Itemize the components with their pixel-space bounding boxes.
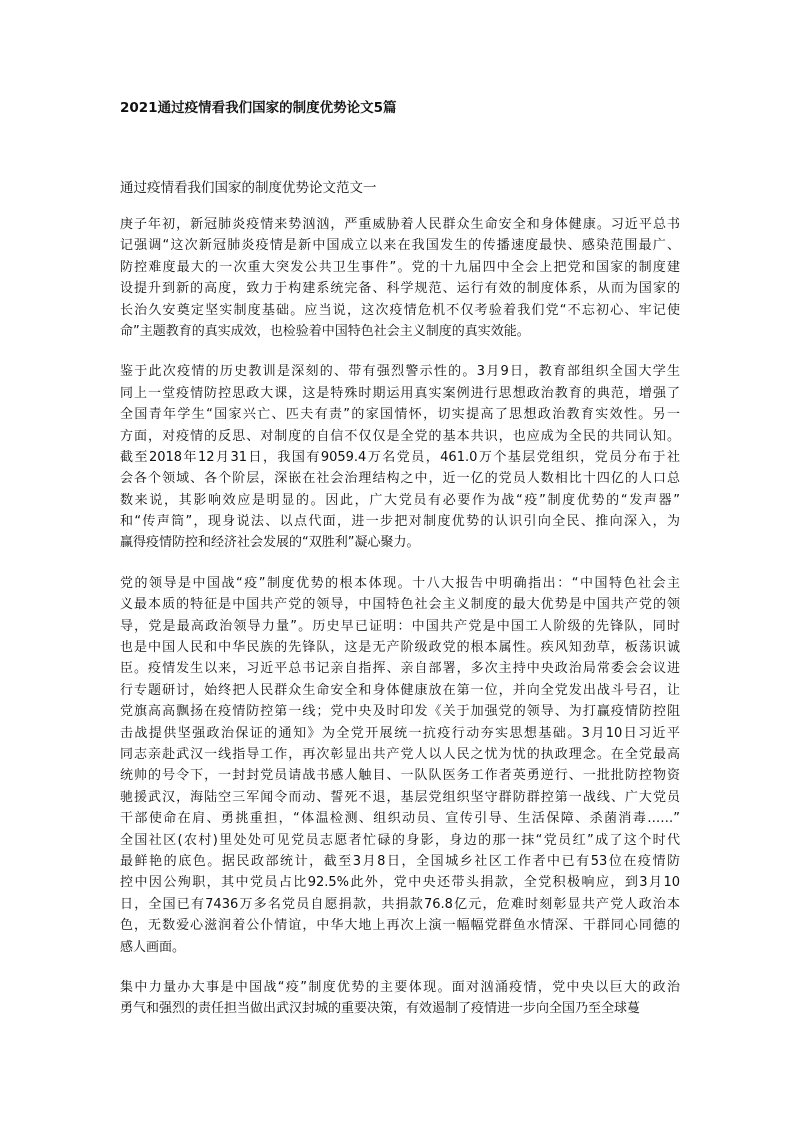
paragraph-line: 色，无数爱心滋润着公仆情谊，中华大地上再次上演一幅幅党群鱼水情深、干群同心同德的 (120, 918, 680, 934)
paragraph-line: 全国社区(农村)里处处可见党员志愿者忙碌的身影，身边的那一抹“党员红”成了这个时代 (120, 832, 680, 848)
paragraph-line: 党的领导是中国战“疫”制度优势的根本体现。十八大报告中明确指出：“中国特色社会主 (120, 575, 680, 591)
paragraph-line: 数来说，其影响效应是明显的。因此，广大党员有必要作为战“疫”制度优势的“发声器” (120, 492, 680, 508)
paragraph-line: 干部使命在肩、勇挑重担，“体温检测、组织动员、宣传引导、生活保障、杀菌消毒……” (120, 811, 680, 827)
paragraph-line: 控中因公殉职，其中党员占比92.5%此外，党中央还带头捐款，全党积极响应，到3月10 (120, 875, 680, 891)
paragraph-line: 防控难度最大的一次重大突发公共卫生事件”。党的十九届四中全会上把党和国家的制度建 (120, 259, 680, 275)
paragraph-line: 也是中国人民和中华民族的先锋队，这是无产阶级政党的根本属性。疾风知劲草，板荡识诚 (120, 640, 680, 656)
document-title: 2021通过疫情看我们国家的制度优势论文5篇 (120, 100, 397, 116)
paragraph-line: 日，全国已有7436万多名党员自愿捐款，共捐款76.8亿元，危难时刻彰显共产党人政治本 (120, 896, 680, 912)
paragraph-line: 截至2018年12月31日，我国有9059.4万名党员，461.0万个基层党组织，党员分布于社 (120, 449, 680, 465)
paragraph-line: 全国青年学生“国家兴亡、匹夫有责”的家国情怀，切实提高了思想政治教育实效性。另一 (120, 407, 680, 423)
paragraph-line: 击战提供坚强政治保证的通知》为全党开展统一抗疫行动夯实思想基础。3月10日习近平 (120, 725, 680, 741)
paragraph-line: 和“传声筒”，现身说法、以点代面，进一步把对制度优势的认识引向全民、推向深入，为 (120, 514, 680, 530)
paragraph-line: 义最本质的特征是中国共产党的领导，中国特色社会主义制度的最大优势是中国共产党的领 (120, 597, 680, 613)
paragraph-line: 同志亲赴武汉一线指导工作，再次彰显出共产党人以人民之忧为忧的执政理念。在全党最高 (120, 746, 680, 762)
paragraph-line: 赢得疫情防控和经济社会发展的“双胜利”凝心聚力。 (120, 535, 420, 551)
paragraph (120, 361, 680, 554)
paragraph-line: 会各个领域、各个阶层，深嵌在社会治理结构之中，近一亿的党员人数相比十四亿的人口总 (120, 471, 680, 487)
paragraph-line: 感人画面。 (120, 939, 186, 955)
paragraph-line: 长治久安奠定坚实制度基础。应当说，这次疫情危机不仅考验着我们党“不忘初心、牢记使 (120, 302, 680, 318)
paragraph-line: 记强调“这次新冠肺炎疫情是新中国成立以来在我国发生的传播速度最快、感染范围最广、 (120, 238, 680, 254)
paragraph (120, 977, 680, 1020)
paragraph-line: 导，党是最高政治领导力量”。历史早已证明：中国共产党是中国工人阶级的先锋队，同时 (120, 618, 680, 634)
paragraph-line: 党旗高高飘扬在疫情防控第一线；党中央及时印发《关于加强党的领导、为打赢疫情防控阻 (120, 704, 680, 720)
paragraph-line: 行专题研讨，始终把人民群众生命安全和身体健康放在第一位，并向全党发出战斗号召，让 (120, 682, 680, 698)
section-title: 通过疫情看我们国家的制度优势论文范文一 (120, 180, 377, 196)
paragraph-line: 设提升到新的高度，致力于构建系统完备、科学规范、运行有效的制度体系，从而为国家的 (120, 281, 680, 297)
paragraph (120, 573, 680, 958)
paragraph-line: 驰援武汉，海陆空三军闻令而动、誓死不退，基层党组织坚守群防群控第一战线、广大党员 (120, 789, 680, 805)
paragraph-line: 鉴于此次疫情的历史教训是深刻的、带有强烈警示性的。3月9日，教育部组织全国大学生 (120, 364, 680, 380)
paragraph-line: 同上一堂疫情防控思政大课，这是特殊时期运用真实案例进行思想政治教育的典范，增强了 (120, 385, 680, 401)
paragraph (120, 214, 680, 342)
paragraph-line: 庚子年初，新冠肺炎疫情来势汹汹，严重威胁着人民群众生命安全和身体健康。习近平总书 (120, 217, 680, 232)
paragraph-line: 统帅的号令下，一封封党员请战书感人触目、一队队医务工作者英勇逆行、一批批防控物资 (120, 768, 680, 784)
paragraph-line: 命”主题教育的真实成效，也检验着中国特色社会主义制度的真实效能。 (120, 323, 530, 339)
paragraph-line: 集中力量办大事是中国战“疫”制度优势的主要体现。面对汹涌疫情，党中央以巨大的政治 (120, 979, 680, 995)
paragraph-line: 最鲜艳的底色。据民政部统计，截至3月8日，全国城乡社区工作者中已有53位在疫情防 (120, 853, 680, 869)
paragraph-line: 臣。疫情发生以来，习近平总书记亲自指挥、亲自部署，多次主持中央政治局常委会会议进 (120, 661, 680, 677)
document-body (120, 214, 680, 1039)
paragraph-line: 方面，对疫情的反思、对制度的自信不仅仅是全党的基本共识，也应成为全民的共同认知。 (120, 428, 680, 444)
paragraph-line: 勇气和强烈的责任担当做出武汉封城的重要决策，有效遏制了疫情进一步向全国乃至全球蔓 (120, 1001, 641, 1017)
